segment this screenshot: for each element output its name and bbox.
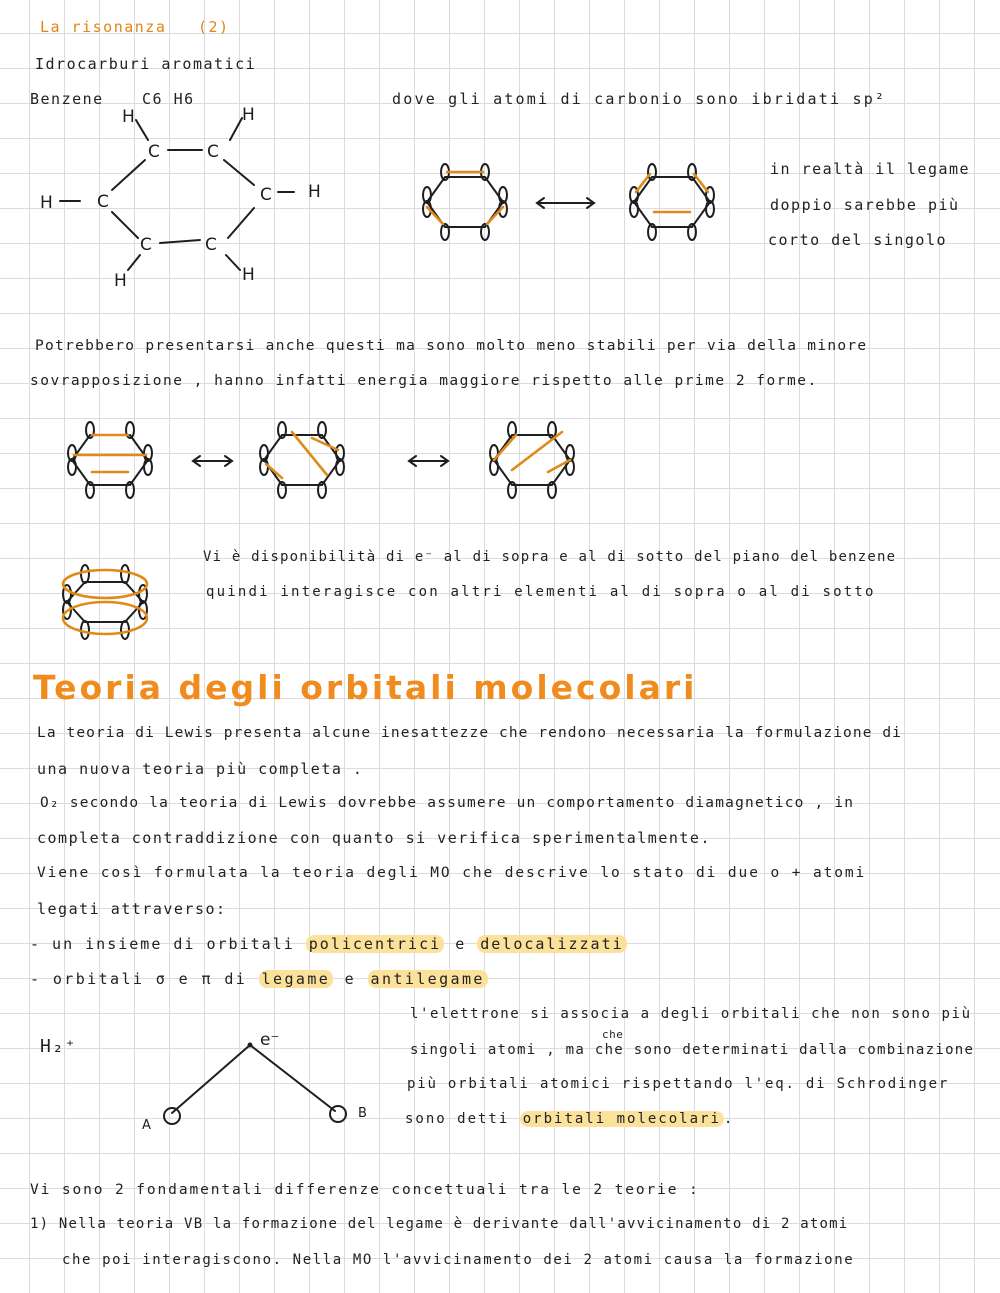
- note-right-line: corto del singolo: [768, 231, 948, 249]
- bullet-text: e: [455, 935, 467, 953]
- benzene-formula: C6 H6: [142, 90, 195, 108]
- bullet-text: e: [344, 970, 357, 988]
- note-right-line: doppio sarebbe più: [770, 196, 960, 214]
- h2-ion-diagram: [140, 1025, 380, 1135]
- mo-line: Viene così formulata la teoria degli MO che descrive lo stato di due o + atomi: [37, 865, 867, 881]
- h2-line: singoli atomi , ma che sono determinati dalla combinazione: [410, 1042, 975, 1058]
- benzene-orbital-4: [252, 420, 352, 500]
- mo-line: legati attraverso:: [37, 900, 227, 918]
- benzene-orbital-5: [482, 420, 582, 500]
- benzene-orbital-2: [622, 162, 722, 242]
- diff-intro: Vi sono 2 fondamentali differenze concettuali tra le 2 teorie :: [30, 1182, 700, 1198]
- diff-point-line: che poi interagiscono. Nella MO l'avvicinamento dei 2 atomi causa la formazione: [62, 1252, 855, 1268]
- carbon-atom: C: [207, 142, 219, 162]
- hydrogen-atom: H: [114, 271, 127, 291]
- electron-label: e⁻: [260, 1030, 280, 1050]
- h2-line: l'elettrone si associa a degli orbitali che non sono più: [410, 1006, 972, 1022]
- h2-text: sono detti: [405, 1111, 510, 1127]
- resonance-arrow: [532, 193, 602, 213]
- resonance-arrow: [404, 451, 454, 471]
- benzene-delocalized: [55, 562, 165, 642]
- bullet-text: - un insieme di orbitali: [30, 935, 295, 953]
- h2-ion-label: H₂⁺: [40, 1036, 78, 1057]
- carbon-atom: C: [97, 192, 109, 212]
- mo-section-title: Teoria degli orbitali molecolari: [33, 668, 698, 707]
- paragraph-line: Vi è disponibilità di e⁻ al di sopra e al di sotto del piano del benzene: [203, 549, 897, 565]
- h2-line: più orbitali atomici rispettando l'eq. di Schrodinger: [407, 1076, 950, 1092]
- paragraph-line: Potrebbero presentarsi anche questi ma sono molto meno stabili per via della minore: [35, 338, 868, 354]
- h2-last-line: [405, 1110, 734, 1128]
- mo-line: una nuova teoria più completa .: [37, 760, 364, 778]
- mo-line: O₂ secondo la teoria di Lewis dovrebbe assumere un comportamento diamagnetico , in: [40, 795, 855, 811]
- mo-line: completa contraddizione con quanto si verifica sperimentalmente.: [37, 829, 711, 847]
- section-title: La risonanza (2): [40, 18, 230, 36]
- hydrogen-atom: H: [242, 265, 255, 285]
- benzene-orbital-1: [415, 162, 515, 242]
- benzene-structure: [30, 100, 330, 290]
- highlight-orbitali-molecolari: orbitali molecolari: [520, 1111, 724, 1127]
- hydrogen-atom: H: [122, 107, 135, 127]
- carbon-atom: C: [205, 235, 217, 255]
- h2-text: .: [723, 1111, 735, 1127]
- carbon-atom: C: [148, 142, 160, 162]
- diff-point-line: 1) Nella teoria VB la formazione del legame è derivante dall'avvicinamento di 2 atomi: [30, 1216, 849, 1232]
- hydrogen-atom: H: [40, 193, 53, 213]
- benzene-orbital-3: [60, 420, 160, 500]
- bullet-text: - orbitali σ e π di: [30, 970, 248, 988]
- paragraph-line: quindi interagisce con altri elementi al di sopra o al di sotto: [206, 584, 876, 600]
- highlight-delocalizzati: delocalizzati: [477, 935, 626, 953]
- atom-b-label: B: [358, 1106, 367, 1121]
- h2-insert-word: che: [602, 1028, 624, 1041]
- bullet-orbitals-policentrici: [30, 935, 627, 953]
- highlight-policentrici: policentrici: [306, 935, 444, 953]
- hybrid-note: dove gli atomi di carbonio sono ibridati sp²: [392, 90, 887, 108]
- highlight-antilegame: antilegame: [368, 970, 488, 988]
- atom-a-label: A: [142, 1118, 151, 1133]
- bullet-orbitals-sigma-pi: [30, 970, 488, 988]
- subtitle: Idrocarburi aromatici: [35, 55, 257, 73]
- hydrogen-atom: H: [308, 182, 321, 202]
- carbon-atom: C: [140, 235, 152, 255]
- benzene-label: Benzene: [30, 90, 104, 108]
- paragraph-line: sovrapposizione , hanno infatti energia maggiore rispetto alle prime 2 forme.: [30, 373, 818, 389]
- highlight-legame: legame: [259, 970, 334, 988]
- carbon-atom: C: [260, 185, 272, 205]
- resonance-arrow: [188, 451, 238, 471]
- mo-line: La teoria di Lewis presenta alcune inesattezze che rendono necessaria la formulazione di: [37, 725, 903, 741]
- hydrogen-atom: H: [242, 105, 255, 125]
- note-right-line: in realtà il legame: [770, 160, 971, 178]
